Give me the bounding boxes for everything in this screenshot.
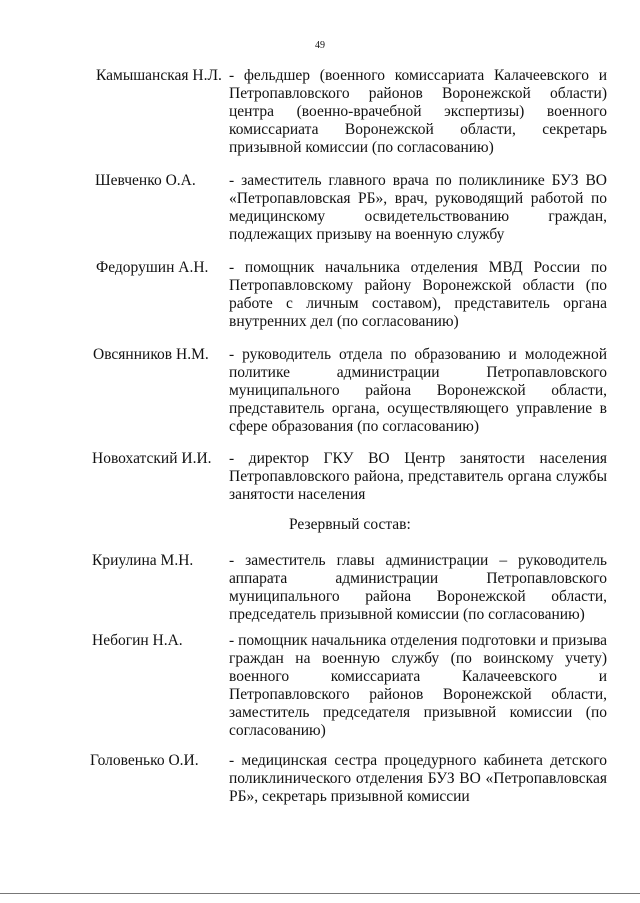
member-name: Шевченко О.А.: [95, 172, 196, 189]
page-number: 49: [315, 40, 325, 51]
member-role: - директор ГКУ ВО Центр занятости населения Петропавловского района, представитель органа службы занятости населения: [229, 450, 607, 503]
member-name: Овсянников Н.М.: [93, 346, 209, 363]
member-role: - фельдшер (военного комиссариата Калачеевского и Петропавловского районов Воронежской области) центра (военно-врачебной экспертизы) военного комиссариата Воронежской области, секретарь призывной комиссии (по согласованию): [229, 67, 607, 156]
member-name: Камышанская Н.Л.: [96, 67, 222, 84]
member-name: Небогин Н.А.: [92, 632, 183, 649]
member-name: Федорушин А.Н.: [96, 259, 209, 276]
member-name: Новохатский И.И.: [92, 450, 212, 467]
member-role: - руководитель отдела по образованию и молодежной политике администрации Петропавловского муниципального района Воронежской области, представитель органа, осуществляющего управление в сфере образования (по согласованию): [229, 346, 607, 435]
member-role: - заместитель главного врача по поликлинике БУЗ ВО «Петропавловская РБ», врач, руководящий работой по медицинскому освидетельствованию граждан, подлежащих призыву на военную службу: [229, 172, 607, 243]
reserve-heading: Резервный состав:: [289, 516, 411, 533]
member-role: - заместитель главы администрации – руководитель аппарата администрации Петропавловского муниципального района Воронежской области, председатель призывной комиссии (по согласованию): [229, 552, 607, 623]
member-name: Криулина М.Н.: [92, 552, 194, 569]
member-role: - медицинская сестра процедурного кабинета детского поликлинического отделения БУЗ ВО «Петропавловская РБ», секретарь призывной комиссии: [229, 752, 607, 805]
member-role: - помощник начальника отделения МВД России по Петропавловскому району Воронежской области (по работе с личным составом), представитель органа внутренних дел (по согласованию): [229, 259, 607, 330]
member-name: Головенько О.И.: [90, 752, 199, 769]
member-role: - помощник начальника отделения подготовки и призыва граждан на военную службу (по воинскому учету) военного комиссариата Калачеевского и Петропавловского районов Воронежской области, заместитель председателя призывной комиссии (по согласованию): [229, 632, 607, 739]
bottom-divider: [0, 893, 640, 894]
